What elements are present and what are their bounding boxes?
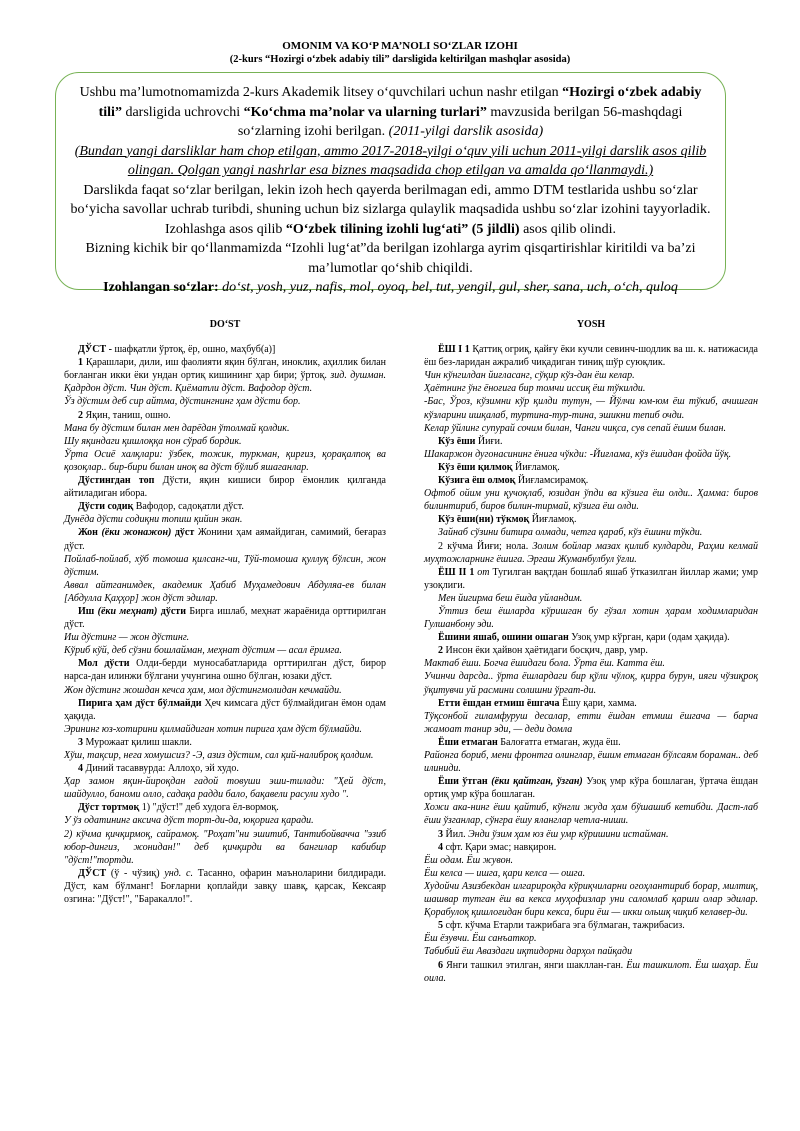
entry-phrase: Ёшини яшаб, ошини ошаган Узоқ умр кўрган, қари (одам ҳақида). — [438, 632, 730, 644]
entry-phrase: Ёши етмаган Балоғатга етмаган, жуда ёш. — [438, 736, 621, 748]
entry-example: Хўш, тақсир, нега хомушсиз? -Э, азиз дўстим, сал қий-налиброқ қолдим. — [64, 750, 374, 761]
entry-headword: ДЎСТ (ў - чўзиқ) унд. с. Тасанно, офарин маъноларини билдиради. Дўст, кам бўлманг! Боғларни қоплайди завқу шавқ, қарсак, Кексаяр озгина: "Дўст!", "Баракалло!". — [64, 867, 386, 906]
entry-example: Мен йигирма беш ёшда уйландим. — [438, 592, 583, 604]
entry-headword: ЁШ II 1 от Тугилган вақтдан бошлаб яшаб ўтказилган йиллар жами; умр узоқлиги. — [424, 566, 758, 591]
entry-example: Аввал айтганимдек, академик Ҳабиб Муҳамедович Абдуляа-ев билан [Абдулла Қаҳҳор] жон дўст эдилар. — [64, 579, 386, 604]
intro-box — [55, 72, 726, 295]
document-subtitle: (2-kurs “Hozirgi o‘zbek adabiy tili” darsligida keltirilgan mashqlar asosida) — [229, 54, 571, 65]
entry-example: Ёш ёзувчи. Ёш санъаткор. — [424, 933, 537, 945]
section-title-yosh: YOSH — [576, 319, 606, 330]
entry-example: Тўқсонбой гиламфуруш десалар, етти ёшдан етмиш ёшгача — барча жамоат танир эди, — деди домла — [424, 710, 758, 735]
entry-example: -Бас, Ўроз, кўзимни кўр қилди тутун, — Йўлчи юм-юм ёш тўкиб, ачишган кўзларини ишқалаб, туртина-тур-тина, эшикни тепиб очди. — [424, 396, 758, 421]
entry-example: Ёш келса — ишга, қари келса — ошга. — [424, 867, 586, 879]
entry-sense: 5 сфт. кўчма Етарли тажрибага эга бўлмаган, тажрибасиз. — [438, 920, 685, 932]
section-title-dost: DO‘ST — [209, 319, 241, 330]
entry-phrase: Кўз ёши Йиғи. — [438, 435, 503, 447]
right-column-yosh — [424, 318, 758, 985]
entry-phrase: Кўзига ёш олмоқ Йиғламсирамоқ. — [438, 475, 589, 487]
entry-example: Ўттиз беш ёшларда кўришган бу гўзал хотин ҳарам ходимларидан Гулшанбону эди. — [424, 605, 758, 631]
entry-example: Хожи ака-нинг ёши қайтиб, кўнгли жуда ҳам бўшашиб кетибди. Даст-лаб ёши ўзганлар, сўнгра ёшу яланглар четла-ниши. — [424, 802, 758, 827]
entry-example: Ҳаётнинг ўнг ёноғига бир томчи иссиқ ёш тўкилди. — [424, 383, 646, 395]
entry-example: Зайнаб сўзини битира олмади, четга қараб, кўз ёшини тўкди. — [438, 527, 703, 539]
entry-example: 2) кўчма қичқирмоқ, сайрамоқ. "Роҳат"ни эшитиб, Тантибойвачча "эзиб юбор-дингиз, жонидан!" деб қичқирди ва бангилар кабибир "дўст!"тортди. — [64, 828, 386, 866]
entry-example: Шакаржон дугонасининг ёнига чўкди: -Йиғлама, кўз ёшидан фойда йўқ. — [424, 448, 732, 460]
entry-example: Иш дўстинг — жон дўстинг. — [64, 632, 190, 644]
entry-phrase: Дўсти содиқ Вафодор, садоқатли дўст. — [78, 501, 244, 513]
entry-example: У ўз одатининг аксича дўст торт-ди-да, юқорига қаради. — [64, 815, 314, 827]
intro-word-list: Izohlangan so‘zlar: do‘st, yosh, yuz, nafis, mol, oyoq, bel, tut, yengil, gul, sher, sana, uch, o‘ch, quloq — [103, 280, 678, 295]
entry-example: Ҳар замон яқин-йироқдан гадой товуши эши-тилади: "Ҳей дўст, шайдулло, баноми олло, садақа радди бало, бақавели расули худо ". — [64, 776, 386, 801]
entry-phrase: Дўстингдан топ Дўсти, яқин кишиси бирор ёмонлик қилганда айтиладиган ибора. — [64, 475, 386, 500]
entry-sense: 3 Йил. Энди ўзим ҳам юз ёш умр кўришини истайман. — [438, 828, 669, 840]
entry-example: Шу яқиндаги қишлоққа нон сўраб бордик. — [64, 435, 242, 447]
entry-sense: 1 Қарашлари, дили, иш фаолияти яқин бўлган, иноклик, аҳиллик билан боғланган икки ёки ундан ортиқ кишининг ҳар бири; ўртоқ. зид. душман. Қадрдон дўст. Чин дўст. Қиёматли дўст. Вафодор дўст. — [64, 357, 387, 395]
entry-phrase: Етти ёшдан етмиш ёшгача Ёшу қари, хамма. — [438, 697, 637, 709]
entry-example: Мана бу дўстим билан мен дарёдан ўтолмай қолдик. — [64, 422, 290, 434]
entry-phrase: Кўз ёши(ни) тўкмоқ Йиғламоқ. — [438, 514, 577, 526]
entry-example: Офтоб ойим уни қучоқлаб, юзидан ўпди ва кўзига ёш олди.. Ҳамма: биров билинтириб, биров билин-тирмай, кўзига ёш олди. — [424, 488, 758, 513]
entry-phrase: Пирига ҳам дўст бўлмайди Ҳеч кимсага дўст бўлмайдиган ёмон одам ҳақида. — [64, 697, 387, 722]
entry-example: Табибий ёш Аваздаги иқтидорни дарҳол пайқади — [424, 946, 633, 958]
intro-paragraph-4: Bizning kichik bir qo‘llanmamizda “Izohli lug‘at”da berilgan izohlarga ayrim qisqartirishlar kiritildi va ba’zi ma’lumotlar qo‘shib chiqildi. — [85, 241, 696, 276]
entry-phrase: Иш (ёки меҳнат) дўсти Бирга ишлаб, меҳнат жараёнида орттирилган дўст. — [64, 605, 386, 631]
entry-sense: 3 Мурожаат қилиш шакли. — [78, 736, 192, 748]
entry-sense: 2 Яқин, таниш, ошно. — [78, 409, 171, 421]
entry-example: Ўрта Осиё халқлари: ўзбек, тожик, туркман, қирғиз, қорақалпоқ ва қозоқлар.. бир-бири билан иноқ ва дўст бўлиб яшаганлар. — [64, 448, 386, 473]
entry-example: Учинчи дарсда.. ўрта ёшлардаги бир қўли чўлоқ, қирра бурун, ияги чўзиқроқ ўқитувчи уй расмини солишни ўргат-ди. — [424, 671, 758, 696]
entry-example: Ёш одам. Ёш жувон. — [424, 854, 514, 866]
entry-example: Дунёда дўсти содиқни топиш қийин экан. — [64, 514, 243, 526]
entry-phrase: Жон (ёки жонажон) дўст Жонини ҳам аямайдиган, самимий, беғараз дўст. — [64, 527, 386, 552]
entry-example: Келар ўйлинг супурай сочим билан, Чанги чиқса, сув сепай ёшим билан. — [424, 422, 727, 434]
entry-sense: 6 Янги ташкил этилган, янги шакллан-ган. Ёш ташкилот. Ёш шаҳар. Ёш оила. — [424, 959, 759, 984]
entry-example: Чин кўнгилдан йиғласанг, сўқир кўз-дан ёш келар. — [424, 370, 635, 382]
entry-example: Ўз дўстим деб сир айтма, дўстингнинг ҳам дўсти бор. — [64, 396, 301, 408]
entry-example: Районга бориб, мени фронтга олинглар, ёшим етмаган бўлсаям бораман.. деб илиниди. — [424, 750, 758, 775]
document-header — [0, 40, 800, 66]
intro-paragraph-3: Darslikda faqat so‘zlar berilgan, lekin izoh hech qayerda berilmagan edi, ammo DTM testlarida ushbu so‘zlar bo‘yicha savollar uchrab turibdi, shuning uchun biz sizlarga qulaylik maqsadida ushbu so‘zlar izohini tayyorladik. Izohlashga asos qilib “O‘zbek tilining izohli lug‘ati” (5 jildli) asos qilib olindi. — [70, 182, 711, 237]
entry-sense: 4 Диний тасаввурда: Аллоҳо, эй худо. — [78, 763, 239, 775]
entry-sense: 4 сфт. Қари эмас; навқирон. — [438, 841, 557, 853]
intro-paragraph-2: (Bundan yangi darsliklar ham chop etilgan, ammo 2017-2018-yilgi o‘quv yili uchun 2011-yilgi darslik asos qilib olingan. Qolgan yangi nashrlar esa biznes maqsadida chop etilgan va amalda qo‘llanmaydi.) — [74, 143, 707, 178]
entry-phrase: Мол дўсти Олди-берди муносабатларида орттирилган дўст, бирор нарса-дан илинжи бўлгани учунгина ошно бўлган, юзаки дўст. — [64, 658, 386, 683]
entry-phrase: Кўз ёши қилмоқ Йиғламоқ. — [438, 461, 560, 473]
entry-example: Пойлаб-пойлаб, хўб томоша қилсанг-чи, Тўй-томоша қуллуқ бўлсин, жон дўстим. — [64, 553, 386, 578]
entry-example: Эрининг юз-хотирини қилмайдиган хотин пирига ҳам дўст бўлмайди. — [64, 723, 362, 735]
entry-example: Кўриб кўй, деб сўзни бошлайман, меҳнат дўстим — асал ёримга. — [64, 645, 342, 657]
entry-example: Жон дўстинг жошдан кечса ҳам, мол дўстингмолидан кечмайди. — [64, 684, 342, 696]
entry-headword: ЁШ I 1 Қаттиқ огриқ, қайғу ёки кучли севинч-шодлик ва ш. к. натижасида ёш без-ларидан ажралиб чиқадиган тиниқ шўр суюқлик. — [424, 344, 758, 369]
entry-phrase: Дўст тортмоқ 1) "дўст!" деб худога ёл-вормоқ. — [78, 802, 279, 814]
entry-example: Худойчи Азизбекдан илгарироқда кўриқчиларни огоҳлантириб борар, милтиқ, шашвар тутган ёш ва кекса муҳофизлар уни саломлаб қарши олар эдилар. Қорабулоқ қишлоғидан бири кекса, бири ёш — икки ольшқ чиқиб келавер-ди. — [424, 880, 758, 919]
entry-sense: 2 Инсон ёки ҳайвон ҳаётидаги босқич, давр, умр. — [438, 645, 648, 657]
left-column-dost — [64, 318, 386, 906]
entry-example: Мактаб ёши. Богча ёшидаги бола. Ўрта ёш. Катта ёш. — [424, 658, 665, 670]
entry-sense: 2 кўчма Йиғи; нола. Золим бойлар мазах қилиб кулдарди, Раҳми келмай муҳтожларнинг ёшига. Эргаш Жуманбулбул ўғли. — [424, 540, 758, 565]
entry-phrase: Ёши ўтган (ёки қайтган, ўзган) Узоқ умр кўра бошлаган, ўртача ёшдан ортиқ умр кўра бошлаган. — [424, 776, 759, 801]
document-title: OMONIM VA KO‘P MA’NOLI SO‘ZLAR IZOHI — [282, 40, 518, 52]
intro-paragraph-1: Ushbu ma’lumotnomamizda 2-kurs Akademik litsey o‘quvchilari uchun nashr etilgan “Hozirgi o‘zbek adabiy tili” darsligida uchrovchi “Ko‘chma ma’nolar va ularning turlari” mavzusida berilgan 56-mashqdagi so‘zlarning izohi berilgan. (2011-yilgi darslik asosida) — [79, 85, 702, 139]
entry-headword: ДЎСТ - шафқатли ўртоқ, ёр, ошно, маҳбуб(а)] — [78, 344, 276, 356]
